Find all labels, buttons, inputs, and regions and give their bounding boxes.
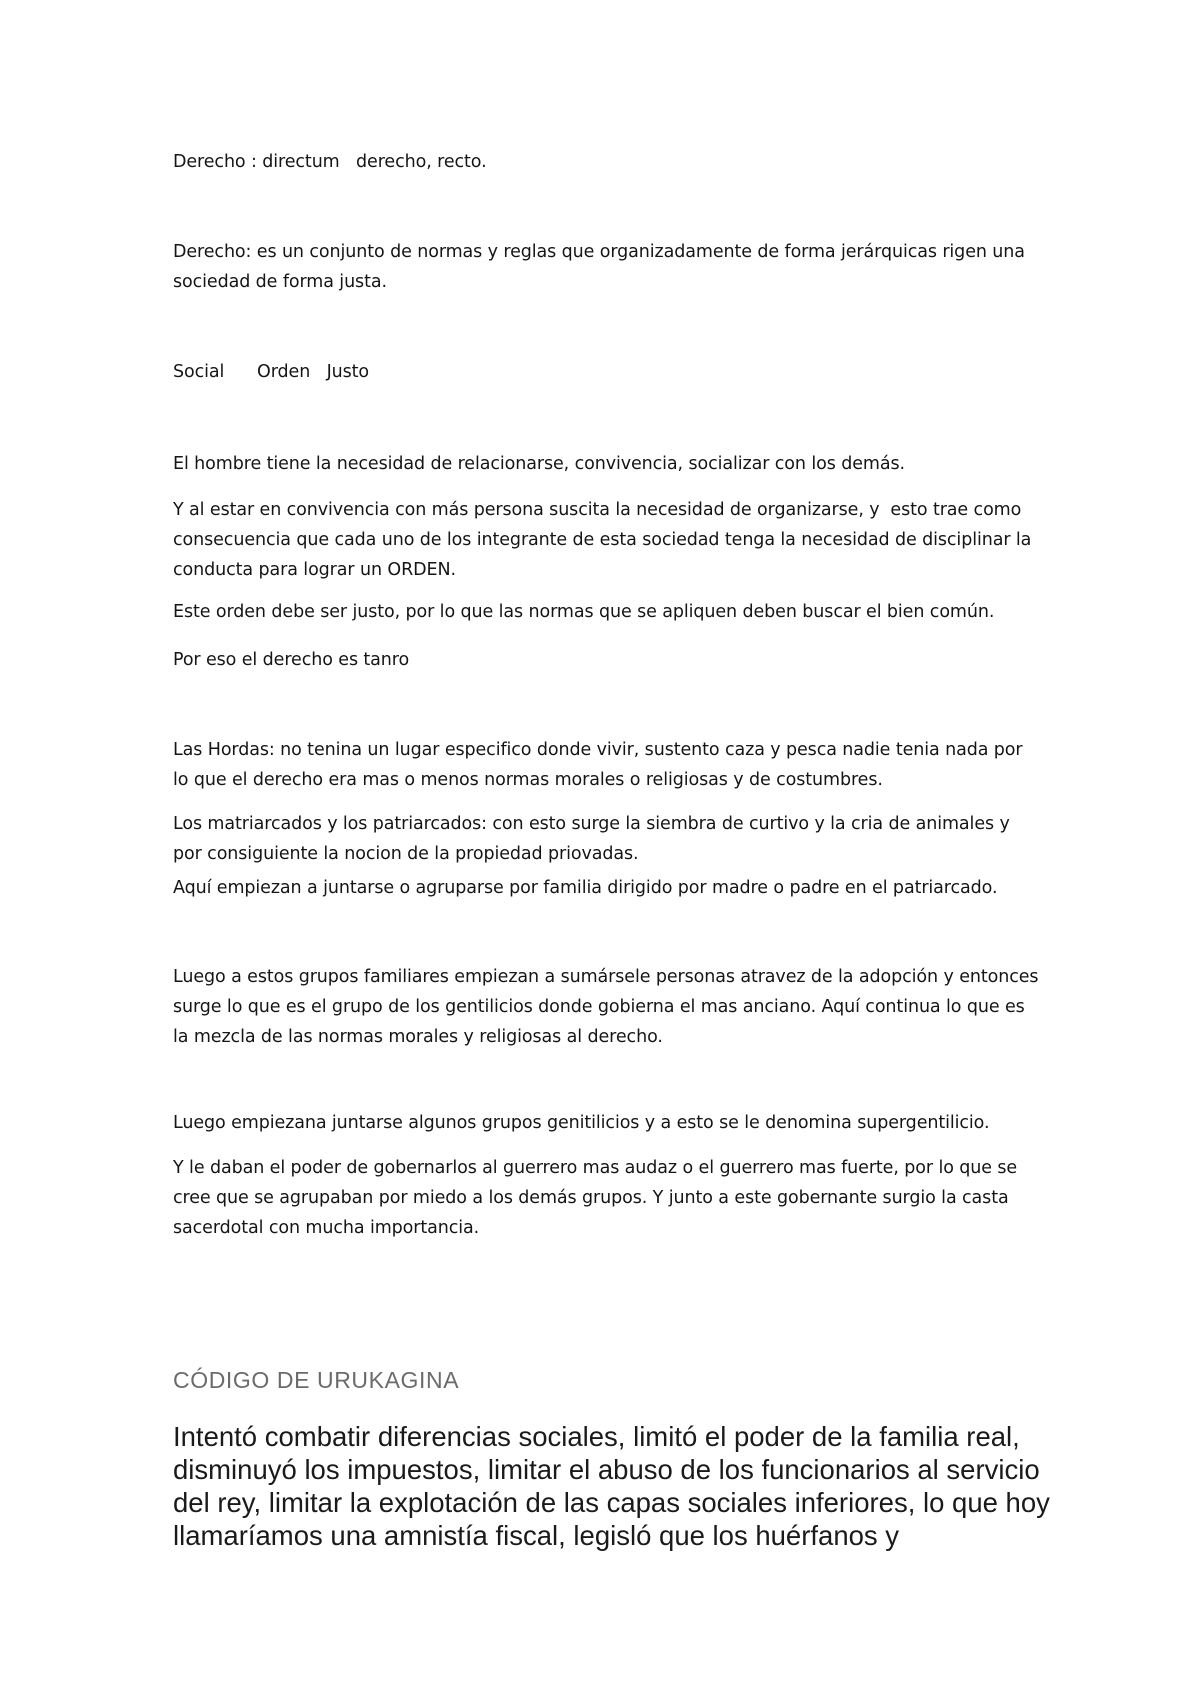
section-heading: CÓDIGO DE URUKAGINA <box>173 1367 460 1393</box>
paragraph-definition: Derecho: es un conjunto de normas y reglas que organizadamente de forma jerárquicas rigen una sociedad de forma justa. <box>173 242 1031 292</box>
paragraph-therefore: Por eso el derecho es tanro <box>173 650 410 670</box>
paragraph-urukagina: Intentó combatir diferencias sociales, limitó el poder de la familia real, disminuyó los impuestos, limitar el abuso de los funcionarios al servicio del rey, limitar la explotación de las capas sociales inferiores, lo que hoy llamaríamos una amnistía fiscal, legisló que los huérfanos y <box>173 1421 1050 1551</box>
paragraph-coexistence: Y al estar en convivencia con más persona suscita la necesidad de organizarse, y esto trae como consecuencia que cada uno de los integrante de esta sociedad tenga la necesidad de disciplinar la conducta para lograr un ORDEN. <box>173 500 1037 580</box>
paragraph-family-groups: Aquí empiezan a juntarse o agruparse por familia dirigido por madre o padre en el patriarcado. <box>173 878 998 898</box>
paragraph-hordas: Las Hordas: no tenina un lugar especifico donde vivir, sustento caza y pesca nadie tenia nada por lo que el derecho era mas o menos normas morales o religiosas y de costumbres. <box>173 740 1028 790</box>
paragraph-matriarcados: Los matriarcados y los patriarcados: con esto surge la siembra de curtivo y la cria de animales y por consiguiente la nocion de la propiedad priovadas. <box>173 814 1016 864</box>
paragraph-gentilicios: Luego a estos grupos familiares empiezan a sumársele personas atravez de la adopción y entonces surge lo que es el grupo de los gentilicios donde gobierna el mas anciano. Aquí continua lo que es la mezcla de las normas morales y religiosas al derecho. <box>173 967 1044 1047</box>
paragraph-supergentilicio: Luego empiezana juntarse algunos grupos genitilicios y a esto se le denomina supergentilicio. <box>173 1113 990 1133</box>
paragraph-just-order: Este orden debe ser justo, por lo que las normas que se apliquen deben buscar el bien común. <box>173 602 995 622</box>
paragraph-human-need: El hombre tiene la necesidad de relacionarse, convivencia, socializar con los demás. <box>173 454 905 474</box>
paragraph-etymology: Derecho : directum derecho, recto. <box>173 152 487 172</box>
paragraph-keywords: Social Orden Justo <box>173 362 370 382</box>
paragraph-warrior-ruler: Y le daban el poder de gobernarlos al guerrero mas audaz o el guerrero mas fuerte, por lo que se cree que se agrupaban por miedo a los demás grupos. Y junto a este gobernante surgio la casta sacerdotal con mucha importancia. <box>173 1158 1023 1238</box>
